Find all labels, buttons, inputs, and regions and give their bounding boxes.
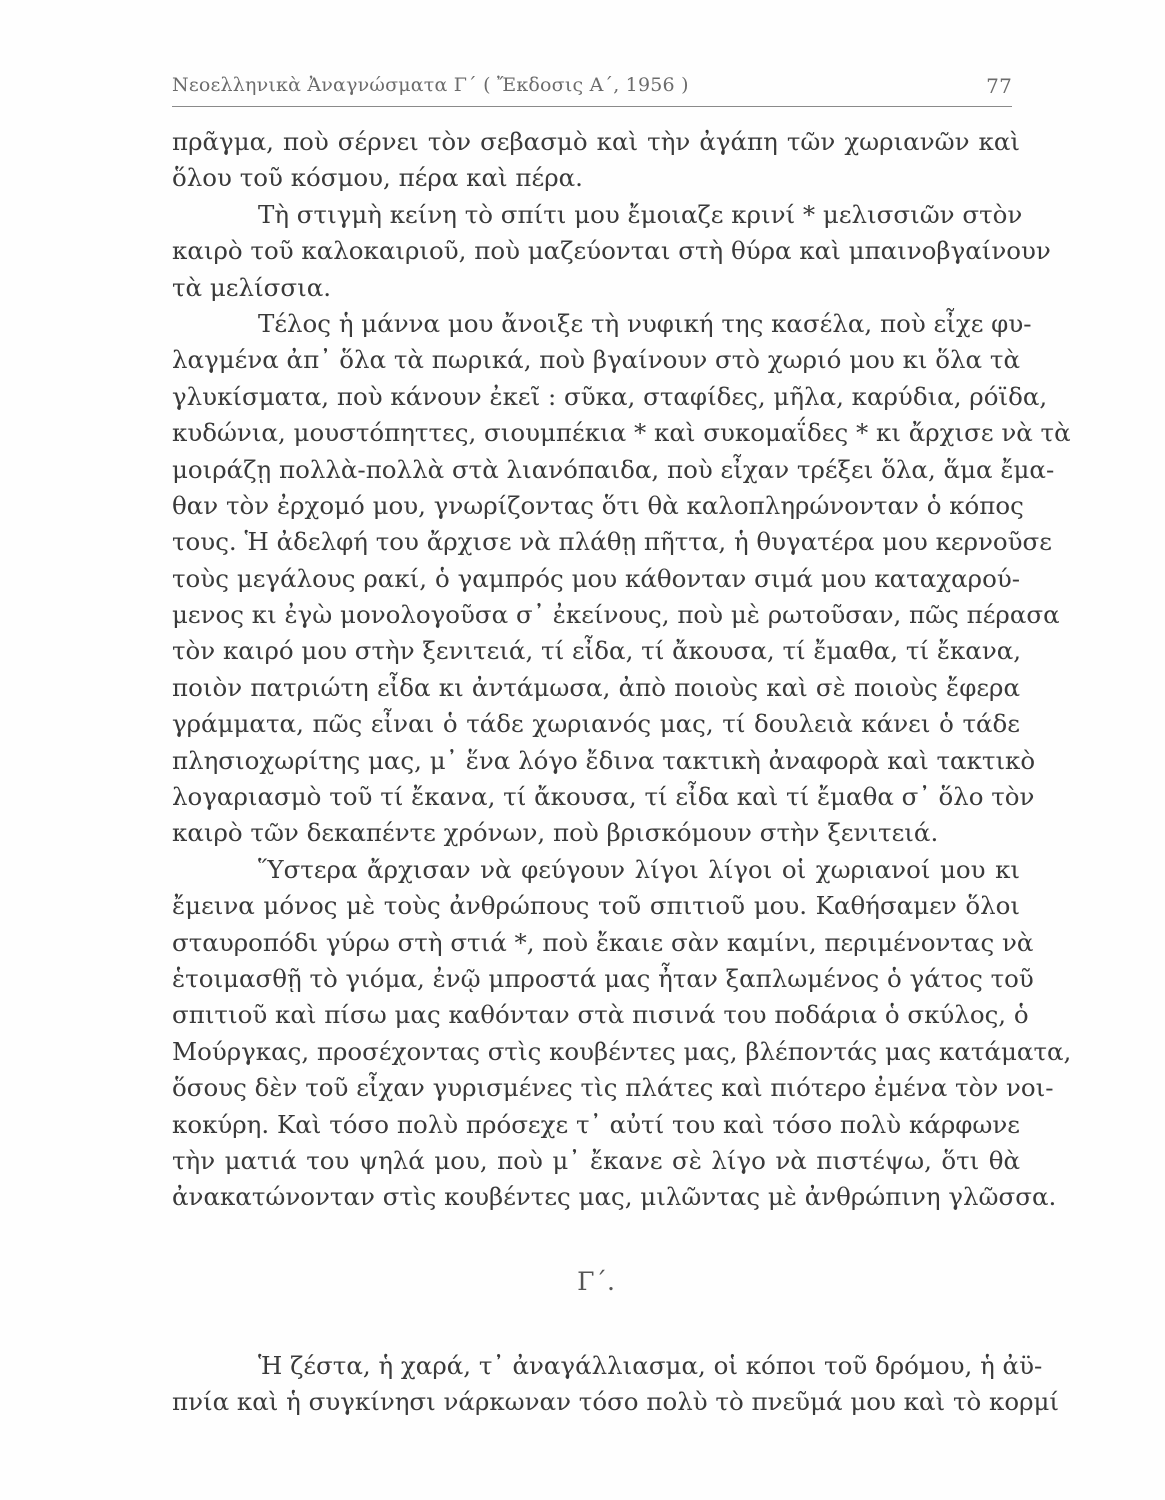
text-line: ἑτοιμασθῇ τὸ γιόμα, ἐνῷ μπροστά μας ἦταν ξαπλωμένος ὁ γάτος τοῦ — [172, 963, 1034, 993]
text-line: τοὺς μεγάλους ρακί, ὁ γαμπρός μου κάθονταν σιμά μου καταχαρού- — [172, 563, 1020, 593]
text-line: ποιὸν πατριώτη εἶδα κι ἀντάμωσα, ἀπὸ ποιοὺς καὶ σὲ ποιοὺς ἔφερα — [172, 672, 1020, 702]
section-heading: Γ΄. — [577, 1266, 615, 1296]
running-header — [172, 72, 1012, 107]
text-line: Τέλος ἡ μάννα μου ἄνοιξε τὴ νυφική της κασέλα, ποὺ εἶχε φυ- — [258, 308, 1032, 338]
text-line: τὸν καιρό μου στὴν ξενιτειά, τί εἶδα, τί ἄκουσα, τί ἔμαθα, τί ἔκανα, — [172, 636, 1022, 666]
header-title: Νεοελληνικὰ Ἀναγνώσματα Γ΄ ( Ἔκδοσις Α΄, 1956 ) — [172, 74, 689, 96]
text-line: ἀνακατώνονταν στὶς κουβέντες μας, μιλῶντας μὲ ἀνθρώπινη γλῶσσα. — [172, 1182, 1057, 1212]
text-line: κυδώνια, μουστόπηττες, σιουμπέκια * καὶ συκομαΐδες * κι ἄρχισε νὰ τὰ — [172, 418, 1071, 448]
text-line: τὰ μελίσσια. — [172, 272, 332, 302]
text-line: ὅσους δὲν τοῦ εἶχαν γυρισμένες τὶς πλάτες καὶ πιότερο ἐμένα τὸν νοι- — [172, 1073, 1054, 1103]
page-number: 77 — [986, 74, 1012, 98]
section-gap — [172, 1312, 1020, 1348]
body-text — [172, 124, 1072, 1421]
text-line: μοιράζῃ πολλὰ-πολλὰ στὰ λιανόπαιδα, ποὺ εἶχαν τρέξει ὅλα, ἅμα ἔμα- — [172, 454, 1055, 484]
text-line: ὅλου τοῦ κόσμου, πέρα καὶ πέρα. — [172, 163, 583, 193]
text-line: καιρὸ τοῦ καλοκαιριοῦ, ποὺ μαζεύονται στὴ θύρα καὶ μπαινοβγαίνουν — [172, 236, 1051, 266]
text-line: σταυροπόδι γύρω στὴ στιά *, ποὺ ἔκαιε σὰν καμίνι, περιμένοντας νὰ — [172, 927, 1034, 957]
text-line: πρᾶγμα, ποὺ σέρνει τὸν σεβασμὸ καὶ τὴν ἀγάπη τῶν χωριανῶν καὶ — [172, 127, 1020, 156]
text-line: μενος κι ἐγὼ μονολογοῦσα σ᾽ ἐκείνους, ποὺ μὲ ρωτοῦσαν, πῶς πέρασα — [172, 600, 1060, 630]
text-line: θαν τὸν ἐρχομό μου, γνωρίζοντας ὅτι θὰ καλοπληρώνονταν ὁ κόπος — [172, 490, 1024, 520]
text-line: λογαριασμὸ τοῦ τί ἔκανα, τί ἄκουσα, τί εἶδα καὶ τί ἔμαθα σ᾽ ὅλο τὸν — [172, 782, 1035, 812]
text-line: Μούργκας, προσέχοντας στὶς κουβέντες μας, βλέποντάς μας κατάματα, — [172, 1036, 1072, 1066]
text-line: λαγμένα ἀπ᾽ ὅλα τὰ πωρικά, ποὺ βγαίνουν στὸ χωριό μου κι ὅλα τὰ — [172, 345, 1020, 375]
text-line: ἔμεινα μόνος μὲ τοὺς ἀνθρώπους τοῦ σπιτιοῦ μου. Καθήσαμεν ὅλοι — [172, 891, 1020, 921]
text-line: καιρὸ τῶν δεκαπέντε χρόνων, ποὺ βρισκόμουν στὴν ξενιτειά. — [172, 818, 939, 848]
text-line: τους. Ἡ ἀδελφή του ἄρχισε νὰ πλάθῃ πῆττα, ἡ θυγατέρα μου κερνοῦσε — [172, 527, 1052, 557]
text-line: Ὕστερα ἄρχισαν νὰ φεύγουν λίγοι λίγοι οἱ χωριανοί μου κι — [258, 854, 1020, 884]
text-line: πλησιοχωρίτης μας, μ᾽ ἕνα λόγο ἔδινα τακτικὴ ἀναφορὰ καὶ τακτικὸ — [172, 745, 1036, 775]
text-line: γλυκίσματα, ποὺ κάνουν ἐκεῖ : σῦκα, σταφίδες, μῆλα, καρύδια, ρόϊδα, — [172, 381, 1048, 411]
text-line: σπιτιοῦ καὶ πίσω μας καθόνταν στὰ πισινά του ποδάρια ὁ σκύλος, ὁ — [172, 1000, 1029, 1030]
text-line: τὴν ματιά του ψηλά μου, ποὺ μ᾽ ἔκανε σὲ λίγο νὰ πιστέψω, ὅτι θὰ — [172, 1145, 1020, 1175]
section-gap — [172, 1216, 1020, 1252]
text-line: κοκύρη. Καὶ τόσο πολὺ πρόσεχε τ᾽ αὐτί του καὶ τόσο πολὺ κάρφωνε — [172, 1109, 1020, 1139]
text-line: πνία καὶ ἡ συγκίνησι νάρκωναν τόσο πολὺ τὸ πνεῦμά μου καὶ τὸ κορμί — [172, 1387, 1060, 1417]
text-line: Ἡ ζέστα, ἡ χαρά, τ᾽ ἀναγάλλιασμα, οἱ κόποι τοῦ δρόμου, ἡ ἀϋ- — [258, 1350, 1043, 1380]
text-line: Τὴ στιγμὴ κείνη τὸ σπίτι μου ἔμοιαζε κρινί * μελισσιῶν στὸν — [258, 199, 1023, 229]
text-line: γράμματα, πῶς εἶναι ὁ τάδε χωριανός μας, τί δουλειὰ κάνει ὁ τάδε — [172, 709, 1020, 739]
